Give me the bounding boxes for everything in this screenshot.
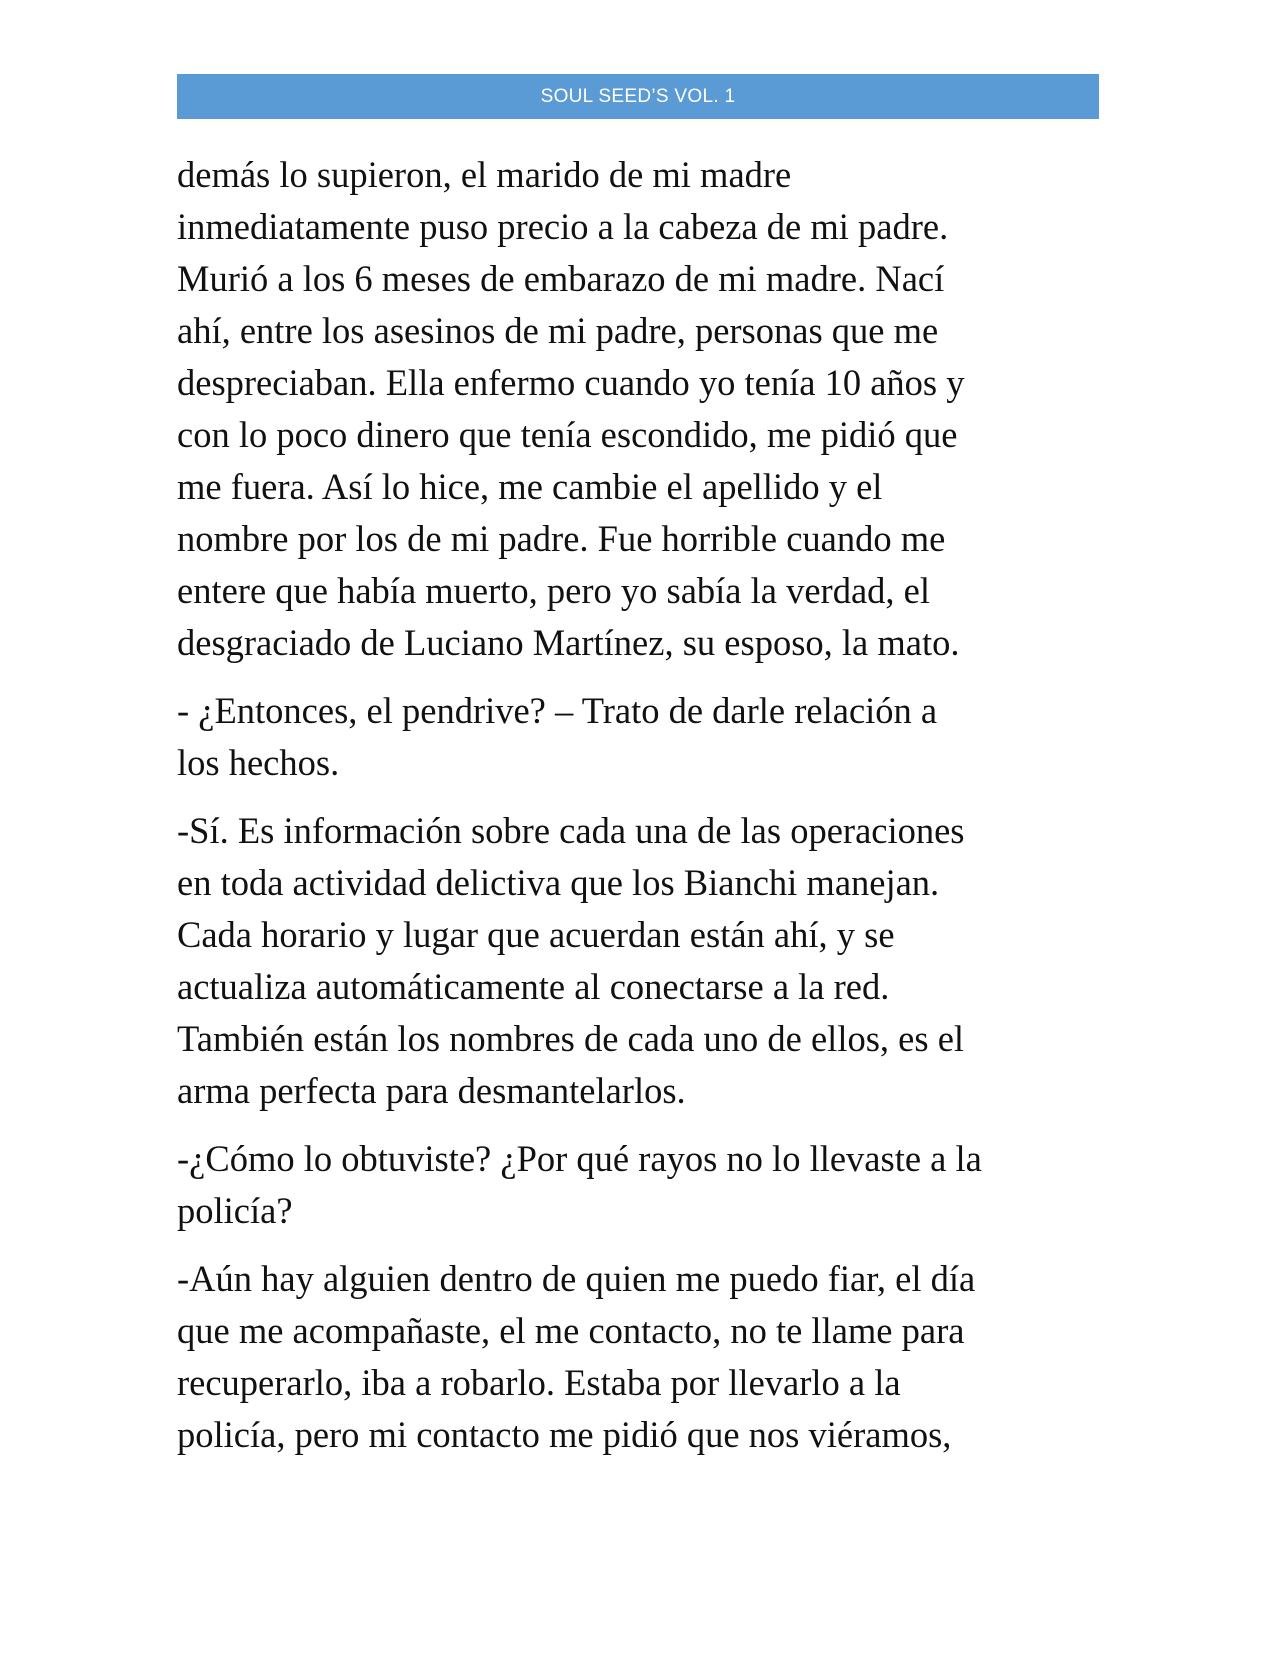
paragraph-4: -¿Cómo lo obtuviste? ¿Por qué rayos no lo llevaste a la policía? [177,1138,982,1231]
header-title: SOUL SEED’S VOL. 1 [540,85,736,107]
paragraph-2: - ¿Entonces, el pendrive? – Trato de darle relación a los hechos. [177,690,938,783]
paragraph-5: -Aún hay alguien dentro de quien me puedo fiar, el día que me acompañaste, el me contacto, no te llame para recuperarlo, iba a robarlo. Estaba por llevarlo a la policía, pero mi contacto me pidió que nos viéramos, [177,1258,976,1455]
body-text [177,149,1107,1477]
paragraph-3: -Sí. Es información sobre cada una de las operaciones en toda actividad delictiva que los Bianchi manejan. Cada horario y lugar que acuerdan están ahí, y se actualiza automáticamente al conectarse a la red. También están los nombres de cada uno de ellos, es el arma perfecta para desmantelarlos. [177,810,965,1111]
header-bar [177,74,1099,119]
paragraph-1: demás lo supieron, el marido de mi madre inmediatamente puso precio a la cabeza de mi padre. Murió a los 6 meses de embarazo de mi madre. Nací ahí, entre los asesinos de mi padre, personas que me despreciaban. Ella enfermo cuando yo tenía 10 años y con lo poco dinero que tenía escondido, me pidió que me fuera. Así lo hice, me cambie el apellido y el nombre por los de mi padre. Fue horrible cuando me entere que había muerto, pero yo sabía la verdad, el desgraciado de Luciano Martínez, su esposo, la mato. [177,154,965,663]
